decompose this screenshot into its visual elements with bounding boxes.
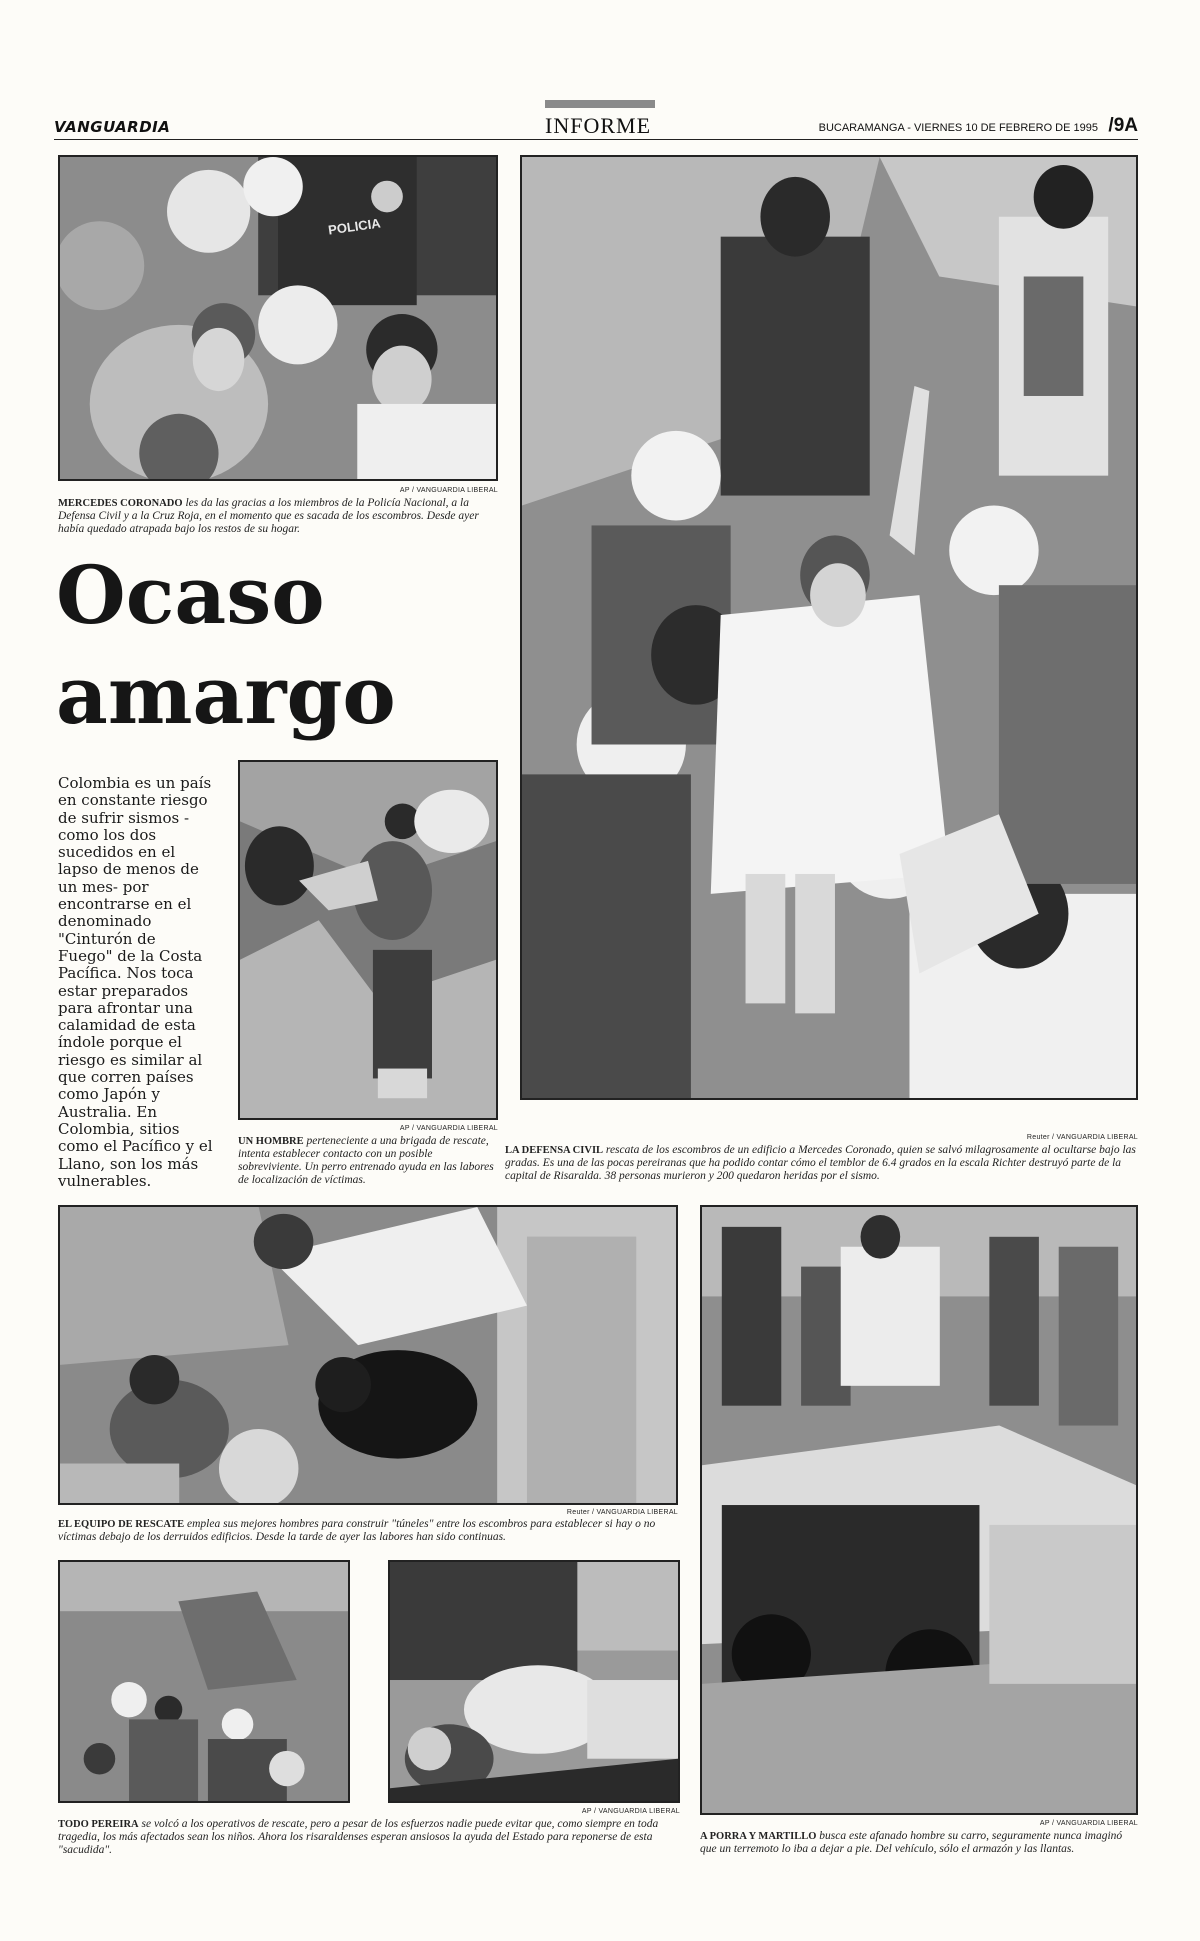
- photo-credit: Reuter / VANGUARDIA LIBERAL: [1026, 1134, 1138, 1141]
- dateline: BUCARAMANGA - VIERNES 10 DE FEBRERO DE 1995: [818, 122, 1098, 134]
- masthead: [54, 100, 1138, 142]
- photo-main-rescue: [520, 155, 1138, 1100]
- caption-lead: LA DEFENSA CIVIL: [505, 1145, 604, 1156]
- caption-todo-pereira: [58, 1818, 688, 1857]
- caption-lead: A PORRA Y MARTILLO: [700, 1831, 817, 1842]
- caption-text: rescata de los escombros de un edificio a Mercedes Coronado, quien se salvó milagrosamente al ocultarse bajo las gradas. Es una de las pocas pereiranas que ha podido contar cómo el temblor de 6.4 grados en la escala Richter destruyó parte de la capital de Risaralda. 38 personas murieron y 200 quedaron heridas por el sismo.: [505, 1144, 1136, 1182]
- article-body: Colombia es un país en constante riesgo de sufrir sismos -como los dos sucedidos en el lapso de menos de un mes- por encontrarse en el denominado "Cinturón de Fuego" de la Costa Pacífica. Nos toca estar preparados para afrontar una calamidad de esta índole porque el riesgo es similar al que corren países como Japón y Australia. En Colombia, sitios como el Pacífico y el Llano, son los más vulnerables.: [58, 774, 213, 1190]
- headline-line-1: Ocaso: [56, 548, 325, 642]
- photo-credit: AP / VANGUARDIA LIBERAL: [581, 1808, 680, 1815]
- photo-credit: AP / VANGUARDIA LIBERAL: [1039, 1820, 1138, 1827]
- photo-credit: AP / VANGUARDIA LIBERAL: [399, 487, 498, 494]
- caption-text: perteneciente a una brigada de rescate, intenta establecer contacto con un posible sobreviviente. Un perro entrenado ayuda en las labores de localización de víctimas.: [238, 1135, 494, 1186]
- photo-credit: AP / VANGUARDIA LIBERAL: [399, 1125, 498, 1132]
- photo-hammer-car: [700, 1205, 1138, 1815]
- caption-lead: EL EQUIPO DE RESCATE: [58, 1519, 185, 1530]
- caption-un-hombre: [238, 1135, 498, 1187]
- headline-line-2: amargo: [56, 648, 396, 742]
- police-badge-text: POLICIA: [327, 215, 382, 238]
- section-title: INFORME: [545, 113, 652, 138]
- headline: [56, 545, 476, 745]
- newspaper-brand: VANGUARDIA: [54, 118, 171, 136]
- caption-text: se volcó a los operativos de rescate, pero a pesar de los esfuerzos nadie puede evitar que, como siempre en toda tragedia, los más afectados sean los niños. Ahora los risaraldenses esperan ansiosos la ayuda del Estado para reponerse de esta "sacudida".: [58, 1818, 659, 1856]
- caption-text: emplea sus mejores hombres para construir "túneles" entre los escombros para establecer si hay o no víctimas debajo de los derruidos edificios. Desde la tarde de ayer las labores han sido continuas.: [58, 1518, 656, 1543]
- photo-pereira-crowd: [58, 1560, 350, 1803]
- caption-defensa-civil: [505, 1144, 1138, 1183]
- photo-rescue-team: [58, 1205, 678, 1505]
- photo-rescue-gratitude: [58, 155, 498, 481]
- caption-equipo-rescate: [58, 1518, 688, 1544]
- section-bar: [545, 100, 655, 108]
- caption-text: les da las gracias a los miembros de la Policía Nacional, a la Defensa Civil y a la Cruz Roja, en el momento que es sacada de los escombros. Desde ayer había quedado atrapada bajo los restos de su hogar.: [58, 497, 479, 535]
- masthead-rule: [54, 139, 1138, 140]
- photo-credit: Reuter / VANGUARDIA LIBERAL: [566, 1509, 678, 1516]
- caption-lead: TODO PEREIRA: [58, 1819, 139, 1830]
- caption-lead: UN HOMBRE: [238, 1136, 304, 1147]
- photo-child-shelter: [388, 1560, 680, 1803]
- caption-text: busca este afanado hombre su carro, seguramente nunca imaginó que un terremoto lo iba a dejar a pie. Del vehículo, sólo el armazón y las llantas.: [700, 1830, 1123, 1855]
- caption-porra-martillo: [700, 1830, 1140, 1856]
- caption-mercedes: [58, 497, 498, 536]
- photo-rescuer-dog: [238, 760, 498, 1120]
- caption-lead: MERCEDES CORONADO: [58, 498, 183, 509]
- page-number: /9A: [1108, 115, 1138, 136]
